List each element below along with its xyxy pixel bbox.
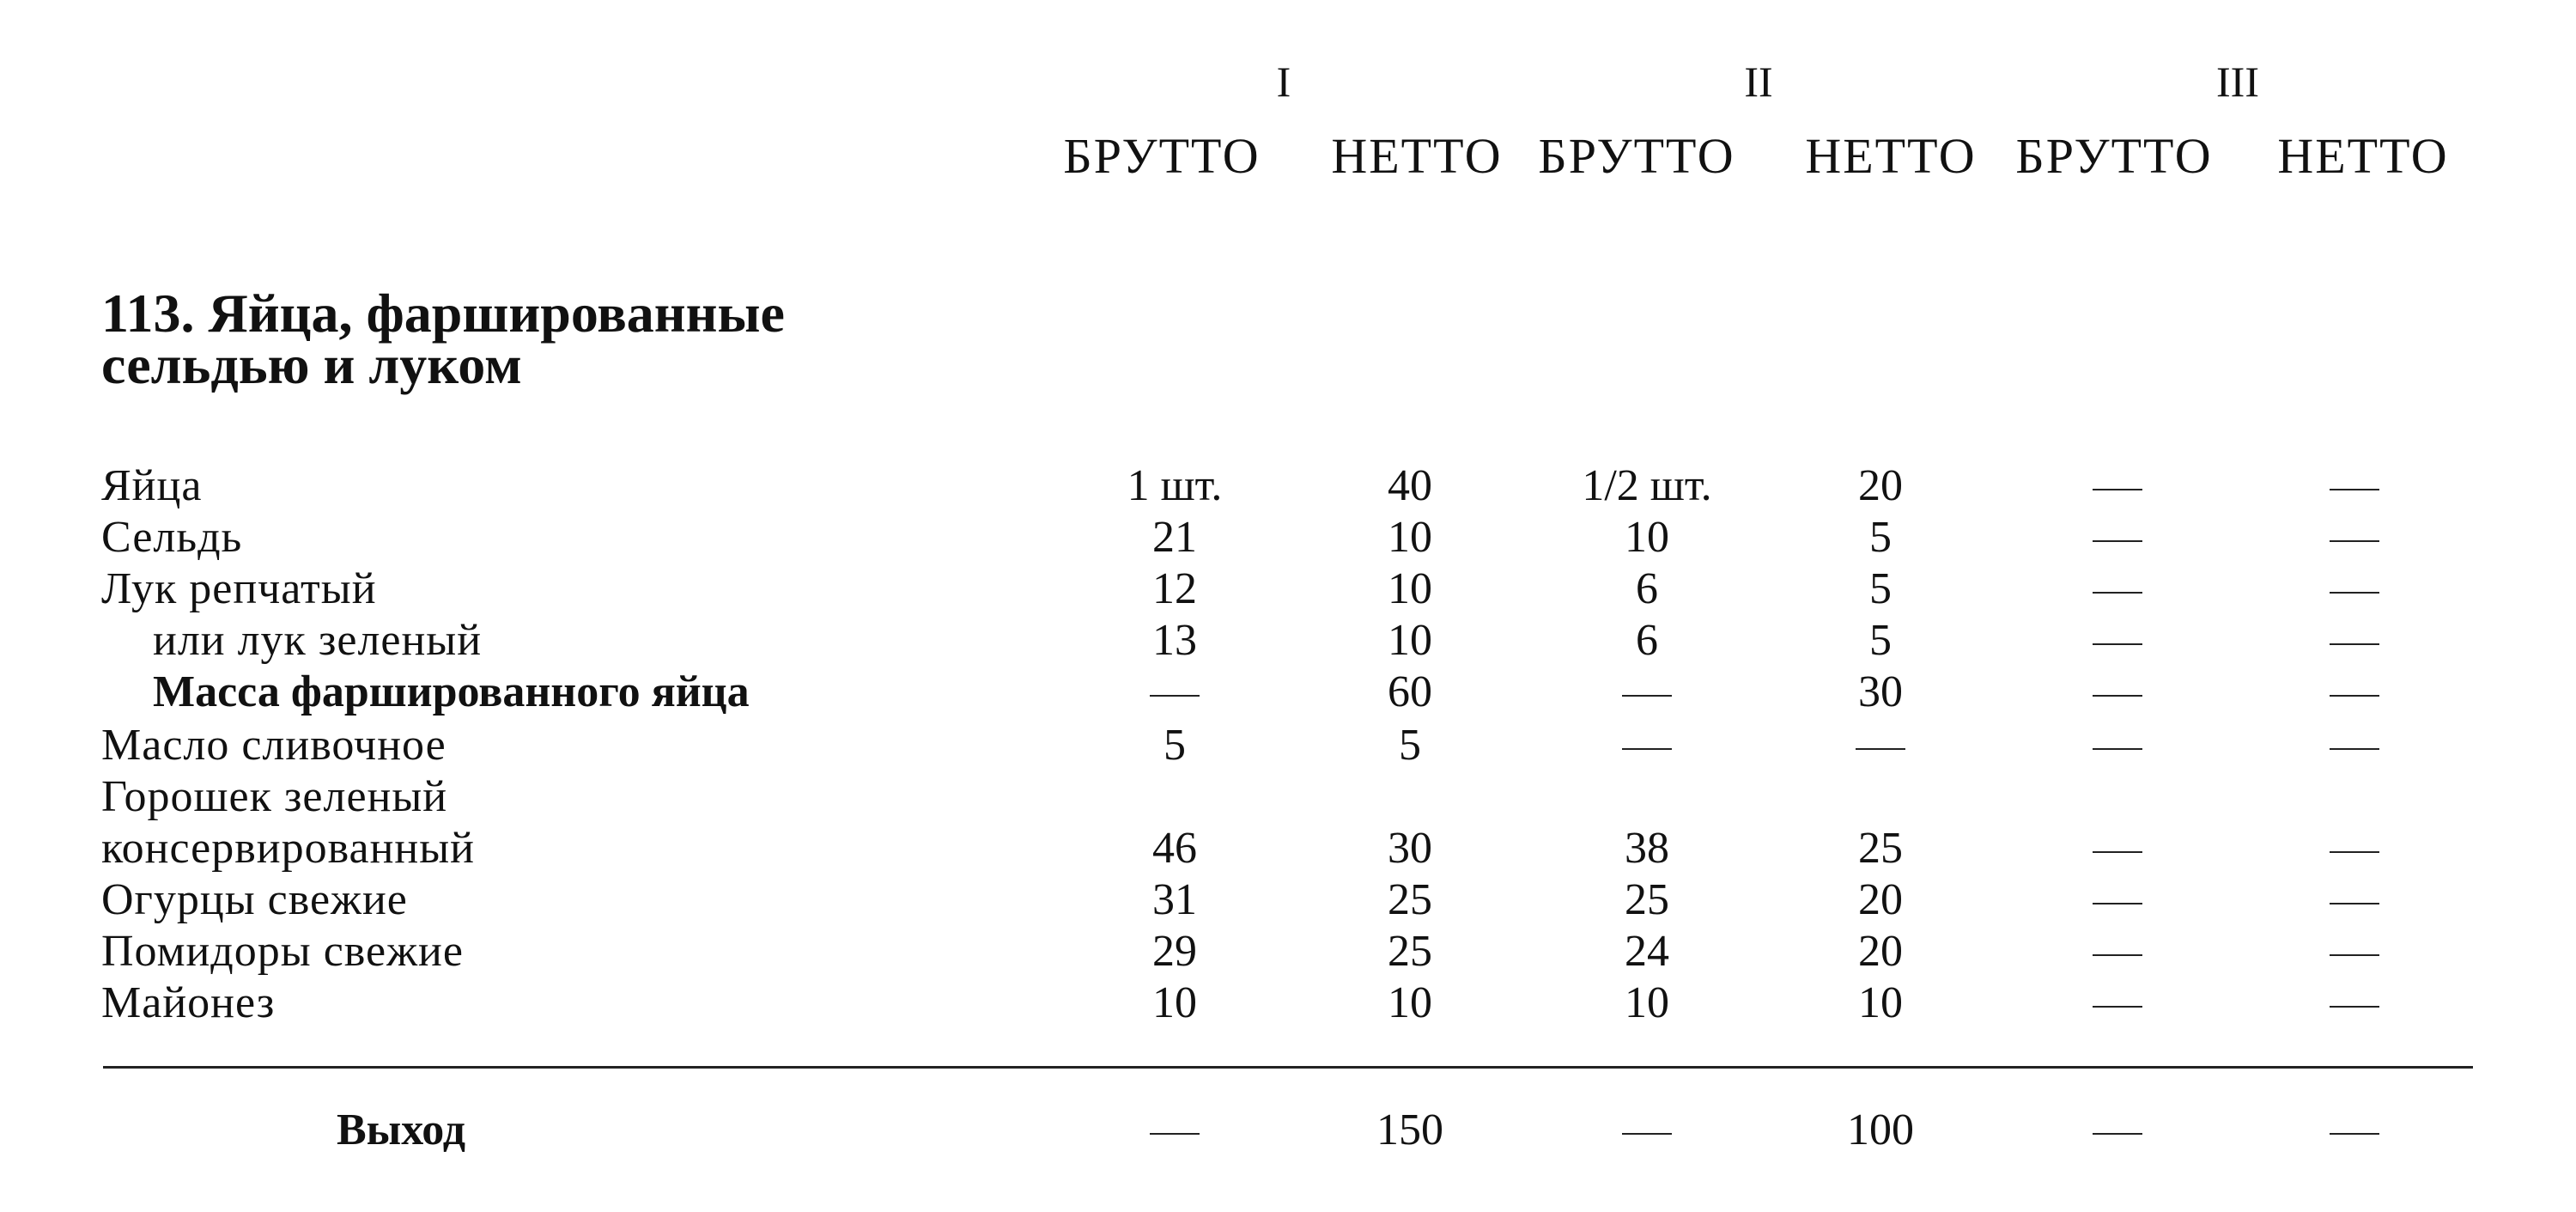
table-cell: [1622, 670, 1672, 715]
yield-cell: [2330, 1108, 2379, 1153]
table-cell: 24: [1625, 927, 1669, 976]
yield-cell: 100: [1847, 1105, 1914, 1154]
table-cell: 10: [1388, 978, 1432, 1027]
group-header-3: III: [2216, 58, 2259, 106]
dash-mark: [2093, 903, 2142, 904]
dash-mark: [2330, 643, 2379, 645]
table-cell: 25: [1858, 824, 1903, 873]
dash-mark: [2093, 695, 2142, 697]
table-cell: [2093, 464, 2142, 509]
table-cell: [2093, 670, 2142, 715]
recipe-title: 113. Яйца, фаршированные: [101, 283, 785, 344]
dash-mark: [2093, 1006, 2142, 1008]
table-cell: 38: [1625, 824, 1669, 873]
yield-cell: [2093, 1108, 2142, 1153]
table-divider: [103, 1066, 2473, 1069]
table-cell: 13: [1152, 616, 1197, 665]
table-cell: 29: [1152, 927, 1197, 976]
dash-mark: [2093, 489, 2142, 490]
column-header-netto-2: НЕТТО: [1805, 128, 1977, 184]
dash-mark: [2330, 851, 2379, 853]
dash-mark: [2093, 643, 2142, 645]
table-cell: [2093, 981, 2142, 1026]
dash-mark: [1622, 1133, 1672, 1135]
ingredient-name: Майонез: [101, 978, 276, 1027]
recipe-subtitle: сельдью и луком: [101, 334, 522, 395]
table-cell: [2093, 567, 2142, 612]
dash-mark: [2330, 1006, 2379, 1008]
table-cell: 31: [1152, 875, 1197, 924]
table-cell: 40: [1388, 461, 1432, 510]
table-cell: 10: [1388, 564, 1432, 613]
table-cell: [2093, 618, 2142, 663]
yield-cell: 150: [1376, 1105, 1443, 1154]
dash-mark: [2093, 592, 2142, 594]
dash-mark: [1150, 1133, 1200, 1135]
yield-cell: [1150, 1108, 1200, 1153]
table-cell: 20: [1858, 875, 1903, 924]
table-cell: [2093, 929, 2142, 974]
table-cell: [2093, 878, 2142, 923]
dash-mark: [1622, 748, 1672, 750]
dash-mark: [2093, 954, 2142, 956]
ingredient-name: Лук репчатый: [101, 564, 377, 613]
table-cell: 30: [1858, 667, 1903, 716]
dash-mark: [1150, 695, 1200, 697]
table-cell: 5: [1869, 564, 1892, 613]
dash-mark: [2330, 695, 2379, 697]
group-header-2: II: [1744, 58, 1773, 106]
table-cell: [2093, 826, 2142, 871]
table-cell: 10: [1388, 616, 1432, 665]
column-header-brutto-1: БРУТТО: [1063, 128, 1261, 184]
dash-mark: [2330, 540, 2379, 542]
yield-cell: [1622, 1108, 1672, 1153]
dash-mark: [1856, 748, 1905, 750]
column-header-netto-1: НЕТТО: [1331, 128, 1503, 184]
table-cell: [2093, 515, 2142, 560]
yield-label: Выход: [337, 1105, 466, 1154]
table-cell: [1150, 670, 1200, 715]
table-cell: [2330, 929, 2379, 974]
table-cell: 25: [1625, 875, 1669, 924]
table-cell: 10: [1625, 978, 1669, 1027]
table-cell: 20: [1858, 927, 1903, 976]
dash-mark: [2093, 748, 2142, 750]
dash-mark: [2093, 851, 2142, 853]
table-cell: [2330, 826, 2379, 871]
dash-mark: [2093, 540, 2142, 542]
table-cell: 46: [1152, 824, 1197, 873]
dash-mark: [2330, 1133, 2379, 1135]
table-cell: [2330, 723, 2379, 768]
group-header-1: I: [1276, 58, 1291, 106]
ingredient-name: Сельдь: [101, 513, 243, 562]
ingredient-name: Помидоры свежие: [101, 927, 464, 976]
table-cell: 5: [1869, 513, 1892, 562]
dash-mark: [1622, 695, 1672, 697]
column-header-netto-3: НЕТТО: [2277, 128, 2449, 184]
ingredient-name: Огурцы свежие: [101, 875, 408, 924]
ingredient-name: консервированный: [101, 824, 475, 873]
table-cell: 6: [1636, 564, 1658, 613]
table-cell: 30: [1388, 824, 1432, 873]
table-cell: [1622, 723, 1672, 768]
dash-mark: [2330, 903, 2379, 904]
dash-mark: [2330, 954, 2379, 956]
table-cell: [2093, 723, 2142, 768]
table-cell: 10: [1152, 978, 1197, 1027]
table-cell: [2330, 878, 2379, 923]
table-cell: 5: [1163, 721, 1186, 770]
table-cell: [2330, 567, 2379, 612]
table-cell: 10: [1625, 513, 1669, 562]
table-cell: 6: [1636, 616, 1658, 665]
table-cell: 1/2 шт.: [1582, 461, 1712, 510]
column-header-brutto-2: БРУТТО: [1538, 128, 1735, 184]
table-cell: 21: [1152, 513, 1197, 562]
dash-mark: [2330, 748, 2379, 750]
table-cell: [2330, 981, 2379, 1026]
table-cell: [2330, 515, 2379, 560]
dash-mark: [2330, 489, 2379, 490]
table-cell: 60: [1388, 667, 1432, 716]
column-header-brutto-3: БРУТТО: [2015, 128, 2213, 184]
table-cell: 25: [1388, 875, 1432, 924]
table-cell: 20: [1858, 461, 1903, 510]
table-cell: 5: [1399, 721, 1421, 770]
dash-mark: [2093, 1133, 2142, 1135]
table-cell: [2330, 464, 2379, 509]
ingredient-name: или лук зеленый: [153, 616, 483, 665]
table-cell: 10: [1858, 978, 1903, 1027]
table-cell: [1856, 723, 1905, 768]
table-cell: [2330, 670, 2379, 715]
ingredient-name: Яйца: [101, 461, 203, 510]
table-cell: 10: [1388, 513, 1432, 562]
ingredient-name: Масса фаршированного яйца: [153, 667, 750, 716]
table-cell: [2330, 618, 2379, 663]
table-cell: 1 шт.: [1127, 461, 1223, 510]
table-cell: 5: [1869, 616, 1892, 665]
ingredient-name: Горошек зеленый: [101, 772, 448, 821]
table-cell: 25: [1388, 927, 1432, 976]
ingredient-name: Масло сливочное: [101, 721, 447, 770]
table-cell: 12: [1152, 564, 1197, 613]
dash-mark: [2330, 592, 2379, 594]
